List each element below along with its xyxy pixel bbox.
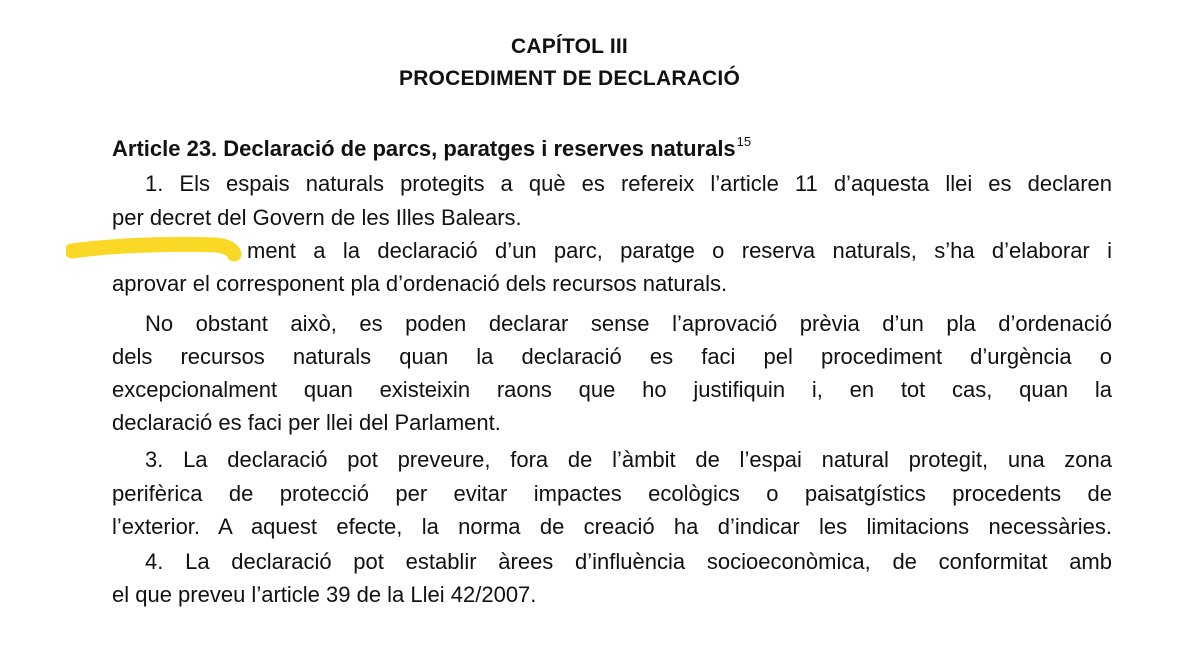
paragraph-line: 3. La declaració pot preveure, fora de l’àmbit de l’espai natural protegit, una zona	[145, 447, 1112, 472]
paragraph-line: perifèrica de protecció per evitar impactes ecològics o paisatgístics procedents de	[112, 481, 1112, 506]
paragraph-line: ment a la declaració d’un parc, paratge o reserva naturals, s’ha d’elaborar i	[247, 238, 1112, 263]
paragraph-line: 1. Els espais naturals protegits a què es refereix l’article 11 d’aquesta llei es declaren	[145, 171, 1112, 196]
paragraph-line: el que preveu l’article 39 de la Llei 42/2007.	[112, 582, 537, 607]
paragraph-line: 4. La declaració pot establir àrees d’influència socioeconòmica, de conformitat amb	[145, 549, 1112, 574]
paragraph-line: declaració es faci per llei del Parlament.	[112, 410, 501, 435]
chapter-title: PROCEDIMENT DE DECLARACIÓ	[398, 67, 740, 90]
article-title-text: Article 23. Declaració de parcs, paratges i reserves naturals	[112, 136, 736, 161]
paragraph-line: per decret del Govern de les Illes Balears.	[112, 205, 522, 230]
paragraph-line: excepcionalment quan existeixin raons que ho justifiquin i, en tot cas, quan la	[112, 377, 1112, 402]
chapter-number: CAPÍTOL III	[511, 35, 628, 58]
article-title	[112, 134, 751, 162]
paragraph-line: dels recursos naturals quan la declaració es faci pel procediment d’urgència o	[112, 344, 1112, 369]
paragraph-line: l’exterior. A aquest efecte, la norma de creació ha d’indicar les limitacions necessàries.	[112, 514, 1112, 539]
paragraph-line: No obstant això, es poden declarar sense l’aprovació prèvia d’un pla d’ordenació	[145, 311, 1112, 336]
highlighter-stroke	[66, 236, 246, 264]
footnote-marker: 15	[736, 134, 752, 149]
paragraph-line: aprovar el corresponent pla d’ordenació dels recursos naturals.	[112, 271, 728, 296]
